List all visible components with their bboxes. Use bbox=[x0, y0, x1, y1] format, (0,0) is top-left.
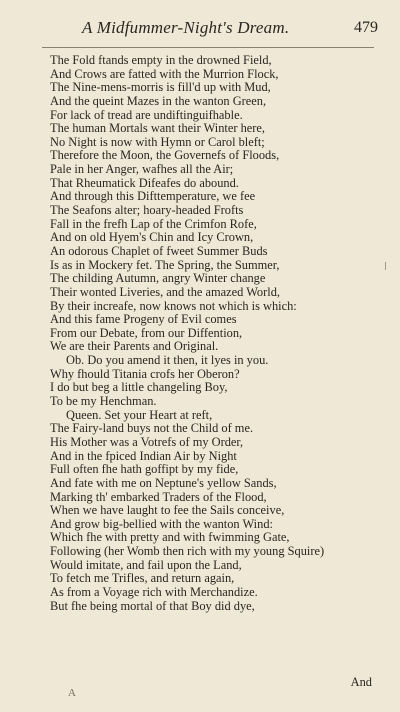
verse-line: Full often fhe hath goffipt by my fide, bbox=[50, 462, 239, 477]
verse-line: The Fold ftands empty in the drowned Field, bbox=[50, 53, 272, 67]
verse-line: I do but beg a little changeling Boy, bbox=[50, 380, 228, 395]
verse-line: For lack of tread are undiftinguifhable. bbox=[50, 107, 243, 122]
verse-line: His Mother was a Votrefs of my Order, bbox=[50, 434, 244, 449]
verse-line: And grow big-bellied with the wanton Wind: bbox=[50, 516, 273, 531]
verse-line: And on old Hyem's Chin and Icy Crown, bbox=[50, 230, 254, 245]
verse-line: No Night is now with Hymn or Carol bleft; bbox=[50, 134, 265, 149]
verse-line: An odorous Chaplet of fweet Summer Buds bbox=[50, 243, 268, 258]
speech-line: Queen. Set your Heart at reft, bbox=[66, 407, 213, 422]
verse-line: The Nine-mens-morris is fill'd up with Mud, bbox=[50, 80, 271, 95]
verse-line: The childing Autumn, angry Winter change bbox=[50, 271, 266, 286]
verse-line: Why fhould Titania crofs her Oberon? bbox=[50, 366, 240, 381]
page-header bbox=[20, 18, 378, 44]
verse-line: We are their Parents and Original. bbox=[50, 339, 219, 354]
verse-line: Which fhe with pretty and with fwimming Gate, bbox=[50, 530, 290, 545]
verse-line: Following (her Womb then rich with my young Squire) bbox=[50, 544, 325, 559]
verse-line: And fate with me on Neptune's yellow Sands, bbox=[50, 475, 277, 490]
verse-line: From our Debate, from our Diffention, bbox=[50, 325, 243, 340]
verse-line: To fetch me Trifles, and return again, bbox=[50, 571, 235, 586]
verse-line: And in the fpiced Indian Air by Night bbox=[50, 448, 237, 463]
verse-line: The human Mortals want their Winter here, bbox=[50, 121, 266, 136]
catchword: And bbox=[350, 675, 372, 689]
verse-line: The Fairy-land buys not the Child of me. bbox=[50, 421, 254, 436]
verse-line: Is as in Mockery fet. The Spring, the Summer, bbox=[50, 257, 280, 272]
verse-line: And the queint Mazes in the wanton Green, bbox=[50, 93, 267, 108]
speech-line: Ob. Do you amend it then, it lyes in you. bbox=[66, 353, 269, 368]
verse-line: Marking th' embarked Traders of the Flood, bbox=[50, 489, 267, 504]
signature-mark: A bbox=[68, 687, 76, 699]
verse-line: Therefore the Moon, the Governefs of Floods, bbox=[50, 148, 280, 163]
verse-line: And through this Difttemperature, we fee bbox=[50, 189, 256, 204]
running-title: A Midfummer-Night's Dream. bbox=[82, 18, 290, 37]
verse-line: Would imitate, and fail upon the Land, bbox=[50, 557, 242, 572]
verse-line: And Crows are fatted with the Murrion Flock, bbox=[50, 66, 279, 81]
verse-line: The Seafons alter; hoary-headed Frofts bbox=[50, 203, 244, 218]
header-rule bbox=[42, 47, 374, 48]
verse-line: But fhe being mortal of that Boy did dye, bbox=[50, 598, 255, 613]
verse-line: That Rheumatick Difeafes do abound. bbox=[50, 175, 239, 190]
margin-mark bbox=[385, 262, 386, 270]
verse-line: And this fame Progeny of Evil comes bbox=[50, 312, 237, 327]
verse-line: As from a Voyage rich with Merchandize. bbox=[50, 584, 258, 599]
verse-line: Their wonted Liveries, and the amazed World, bbox=[50, 284, 280, 299]
verse-line: To be my Henchman. bbox=[50, 394, 157, 409]
verse-line: When we have laught to fee the Sails conceive, bbox=[50, 503, 285, 518]
verse-line: Pale in her Anger, wafhes all the Air; bbox=[50, 162, 234, 177]
verse-line: Fall in the frefh Lap of the Crimfon Rofe, bbox=[50, 216, 257, 231]
page-number: 479 bbox=[354, 19, 378, 36]
verse-line: By their increafe, now knows not which is which: bbox=[50, 298, 297, 313]
verse-text bbox=[50, 54, 378, 613]
